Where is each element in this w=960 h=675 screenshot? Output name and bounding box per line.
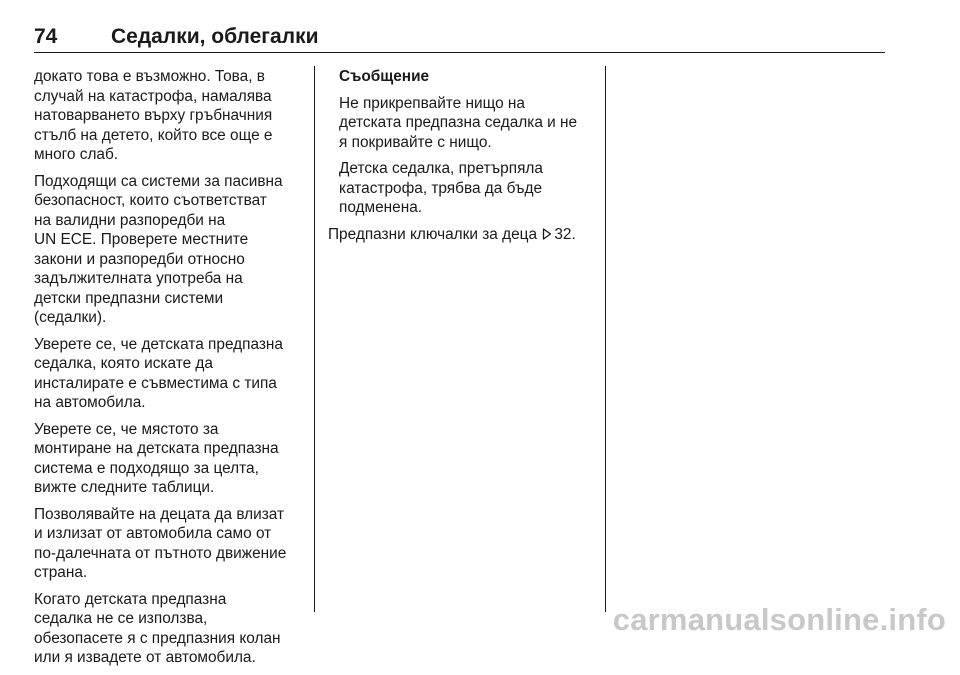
paragraph: Когато детската предпазна седалка не се използва, обезопасете я с предпазния колан или я извадете от автомобила.	[34, 590, 281, 666]
paragraph: Уверете се, че детската предпазна седалка, която искате да инсталирате е съвместима с типа на автомобила.	[34, 335, 283, 411]
notice-paragraph: Не прикрепвайте нищо на детската предпазна седалка и не я покривайте с нищо.	[339, 94, 578, 151]
cross-reference-page: 32.	[554, 225, 576, 243]
page-number: 74	[34, 25, 58, 48]
watermark: carmanualsonline.info	[612, 602, 946, 637]
cross-reference-text: Предпазни ключалки за деца	[328, 225, 538, 243]
page-header	[34, 24, 885, 53]
left-column	[34, 67, 306, 675]
page-title: Седалки, облегалки	[111, 25, 319, 48]
cross-reference[interactable]	[328, 225, 594, 245]
page-reference-arrow-icon	[542, 228, 552, 240]
notice-box	[328, 67, 594, 218]
paragraph: Уверете се, че мястото за монтиране на детската предпазна система е подходящо за целта, вижте следните таблици.	[34, 420, 279, 496]
column-divider-left	[314, 66, 315, 612]
notice-heading: Съобщение	[339, 68, 430, 85]
paragraph: Подходящи са системи за пасивна безопасност, които съответстват на валидни разпоредби на UN ECE. Проверете местните закони и разпоредби относно задължителната употреба на детски предпазни системи (седалки).	[34, 172, 283, 326]
middle-column	[328, 67, 594, 251]
paragraph: докато това е възможно. Това, в случай на катастрофа, намалява натоварването върху гръбначния стълб на детето, който все още е много слаб.	[34, 68, 273, 163]
notice-paragraph: Детска седалка, претърпяла катастрофа, трябва да бъде подменена.	[339, 160, 543, 216]
column-divider-right	[605, 66, 606, 612]
paragraph: Позволявайте на децата да влизат и излизат от автомобила само от по-далечната от пътното движение страна.	[34, 505, 287, 581]
